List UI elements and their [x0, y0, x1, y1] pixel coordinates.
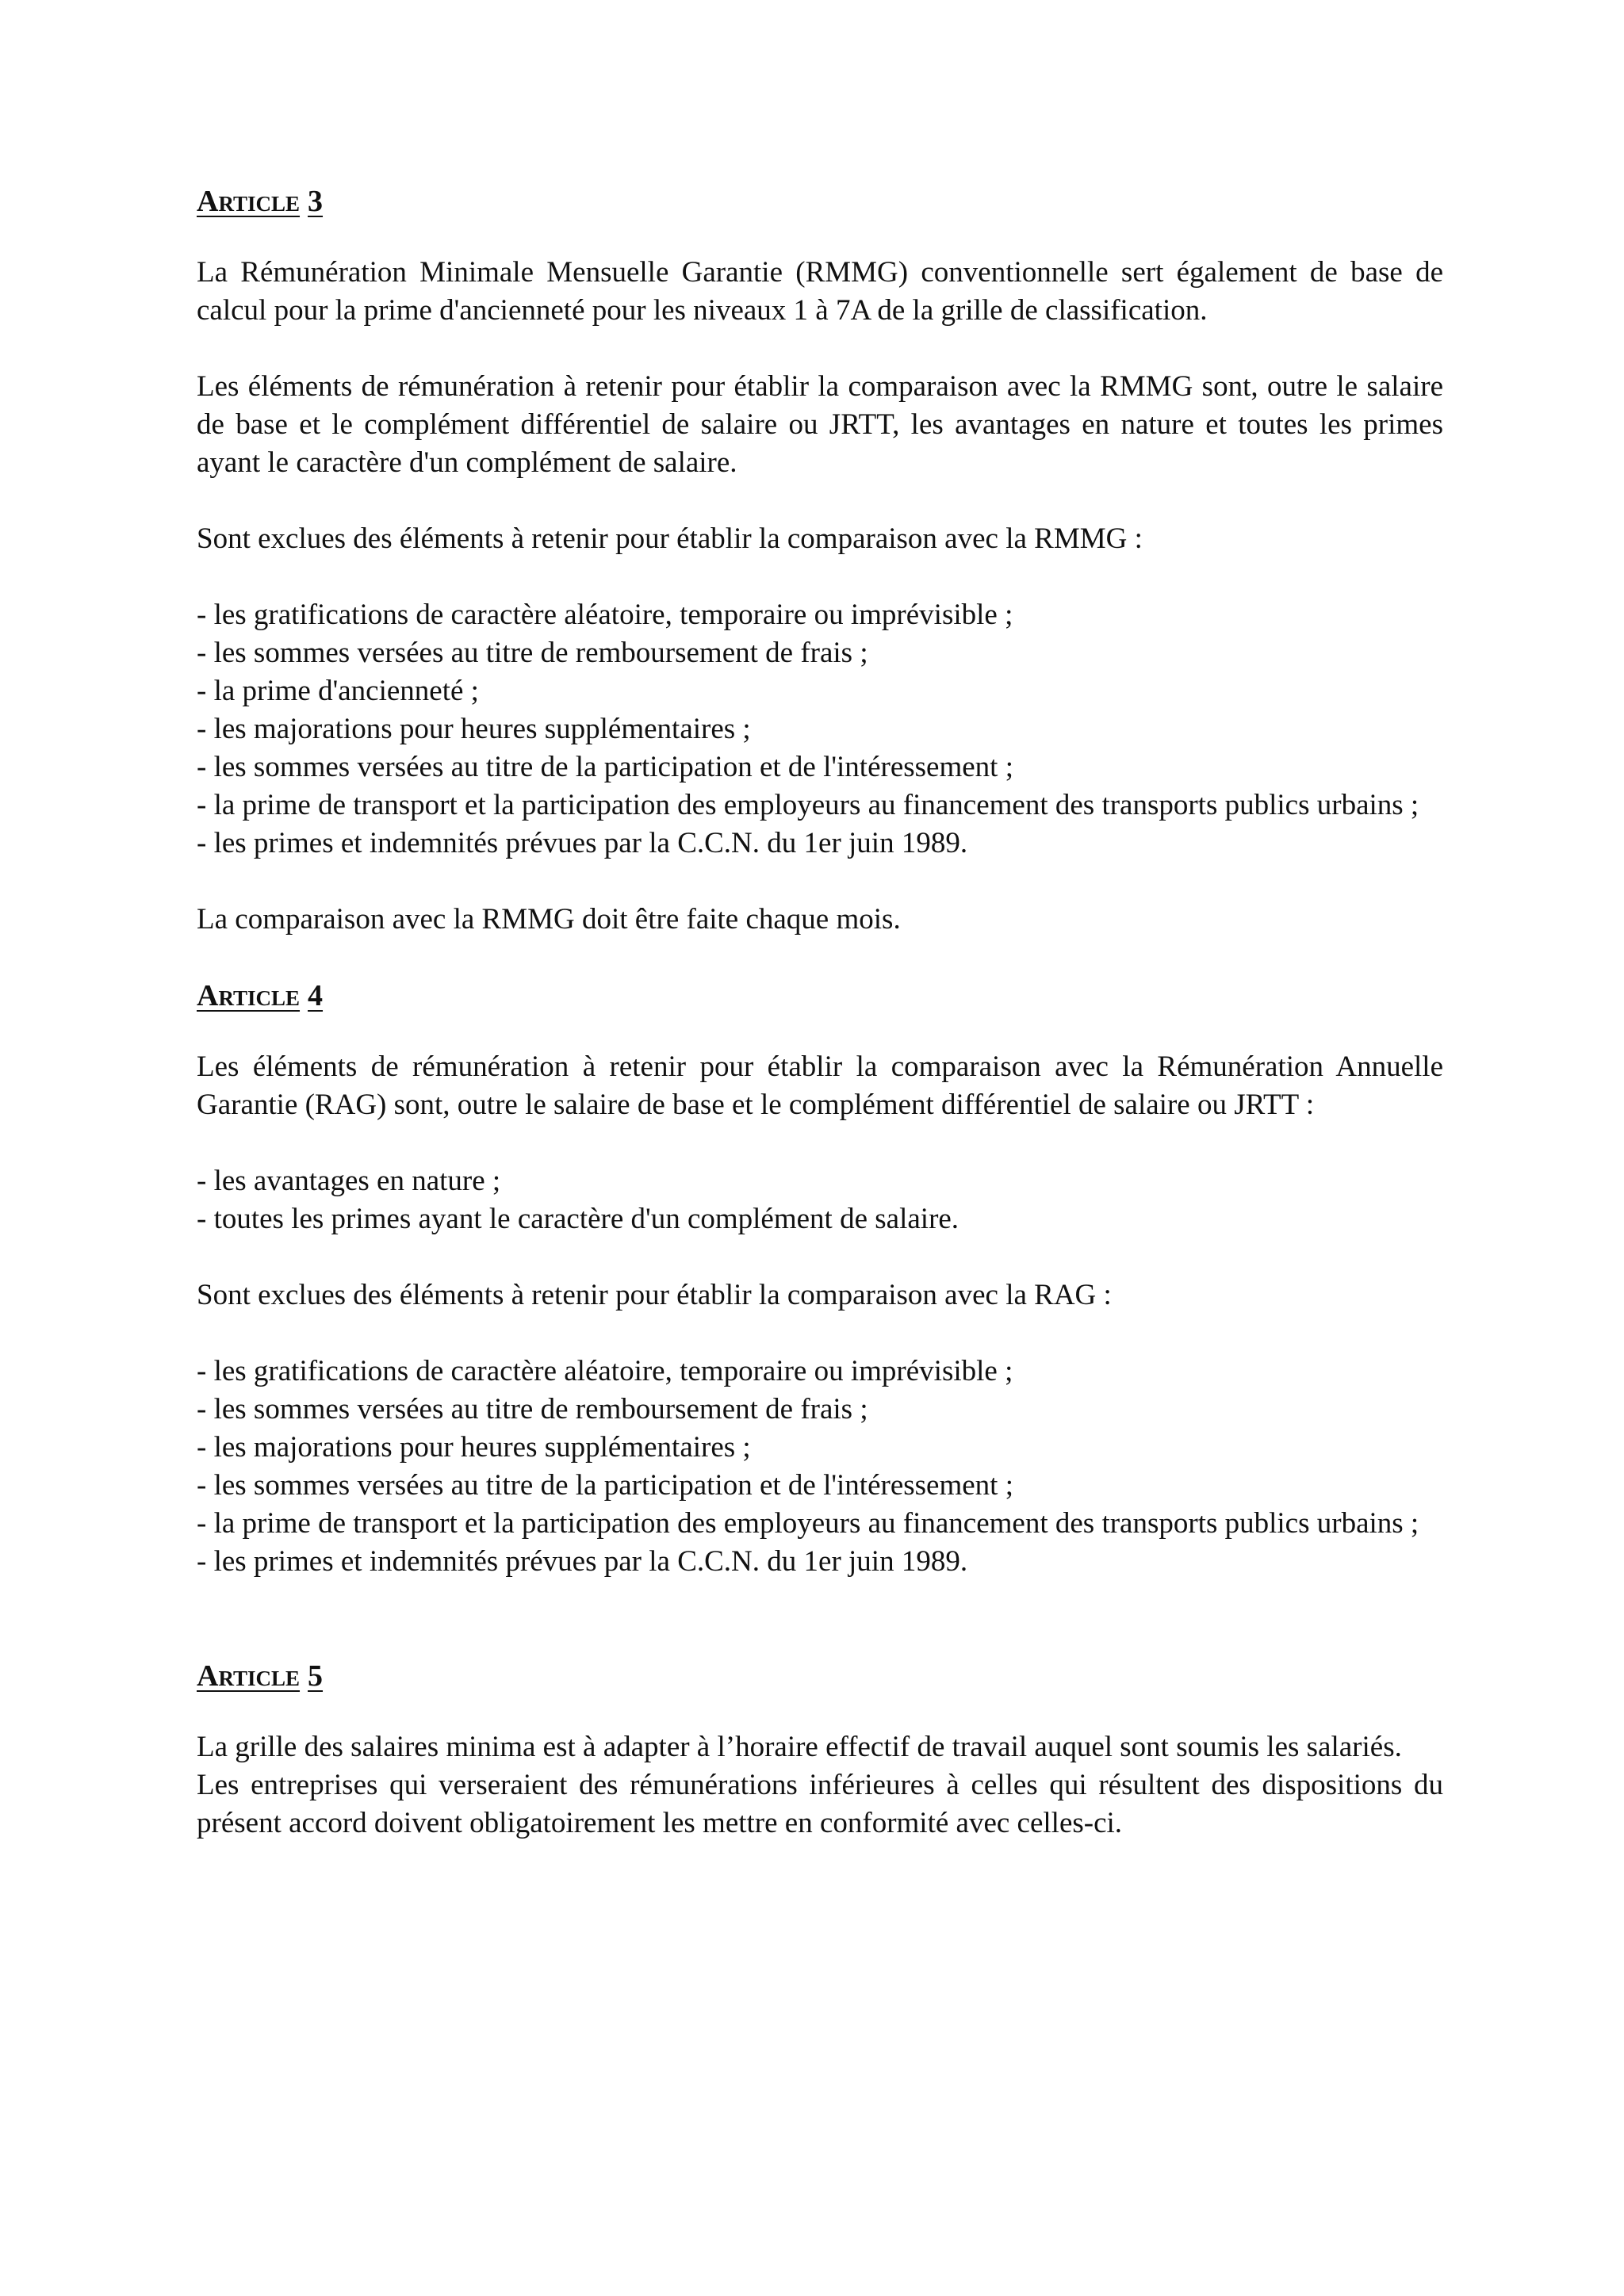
article-4-exclusion-list — [197, 1353, 1443, 1581]
list-item: - toutes les primes ayant le caractère d'un complément de salaire. — [197, 1203, 959, 1235]
article-5-heading — [197, 1657, 1443, 1695]
article-4-paragraph-2: Sont exclues des éléments à retenir pour établir la comparaison avec la RAG : — [197, 1279, 1112, 1311]
list-item: - les primes et indemnités prévues par la C.C.N. du 1er juin 1989. — [197, 1545, 968, 1578]
article-4-number: 4 — [308, 979, 324, 1012]
list-item: - les gratifications de caractère aléatoire, temporaire ou imprévisible ; — [197, 1355, 1013, 1387]
article-4-label: Article — [197, 979, 301, 1012]
article-5-paragraph-2: Les entreprises qui verseraient des rémunérations inférieures à celles qui résultent des dispositions du présent accord doivent obligatoirement les mettre en conformité avec celles-ci. — [197, 1769, 1443, 1839]
article-3-number: 3 — [308, 185, 324, 218]
article-3-heading — [197, 182, 1443, 220]
list-item: - les avantages en nature ; — [197, 1165, 501, 1197]
article-3-label: Article — [197, 185, 301, 218]
list-item: - la prime de transport et la participation des employeurs au financement des transports publics urbains ; — [197, 1507, 1419, 1540]
article-3-exclusion-list — [197, 596, 1443, 863]
list-item: - la prime d'ancienneté ; — [197, 675, 479, 707]
article-3-paragraph-4: La comparaison avec la RMMG doit être faite chaque mois. — [197, 903, 901, 936]
article-4-paragraph-1: Les éléments de rémunération à retenir pour établir la comparaison avec la Rémunération Annuelle Garantie (RAG) sont, outre le salaire de base et le complément différentiel de salaire ou JRTT : — [197, 1050, 1443, 1121]
article-5-label: Article — [197, 1659, 301, 1693]
article-4-inclusion-list — [197, 1162, 1443, 1238]
document-page — [197, 182, 1443, 1881]
article-3-paragraph-3: Sont exclues des éléments à retenir pour établir la comparaison avec la RMMG : — [197, 522, 1143, 555]
list-item: - les majorations pour heures supplémentaires ; — [197, 1431, 751, 1464]
list-item: - la prime de transport et la participation des employeurs au financement des transports publics urbains ; — [197, 789, 1419, 821]
article-4-heading — [197, 977, 1443, 1015]
list-item: - les sommes versées au titre de remboursement de frais ; — [197, 1393, 868, 1425]
list-item: - les majorations pour heures supplémentaires ; — [197, 713, 751, 745]
article-3-paragraph-1: La Rémunération Minimale Mensuelle Garantie (RMMG) conventionnelle sert également de base de calcul pour la prime d'ancienneté pour les niveaux 1 à 7A de la grille de classification. — [197, 256, 1443, 327]
list-item: - les sommes versées au titre de la participation et de l'intéressement ; — [197, 751, 1013, 783]
article-3-paragraph-2: Les éléments de rémunération à retenir pour établir la comparaison avec la RMMG sont, outre le salaire de base et le complément différentiel de salaire ou JRTT, les avantages en nature et toutes les primes ayant le caractère d'un complément de salaire. — [197, 370, 1443, 479]
list-item: - les gratifications de caractère aléatoire, temporaire ou imprévisible ; — [197, 599, 1013, 631]
spacer — [197, 1619, 1443, 1657]
article-5-paragraph-1: La grille des salaires minima est à adapter à l’horaire effectif de travail auquel sont soumis les salariés. — [197, 1731, 1402, 1763]
list-item: - les sommes versées au titre de la participation et de l'intéressement ; — [197, 1469, 1013, 1502]
article-5-number: 5 — [308, 1659, 324, 1693]
list-item: - les sommes versées au titre de remboursement de frais ; — [197, 637, 868, 669]
list-item: - les primes et indemnités prévues par la C.C.N. du 1er juin 1989. — [197, 827, 968, 859]
